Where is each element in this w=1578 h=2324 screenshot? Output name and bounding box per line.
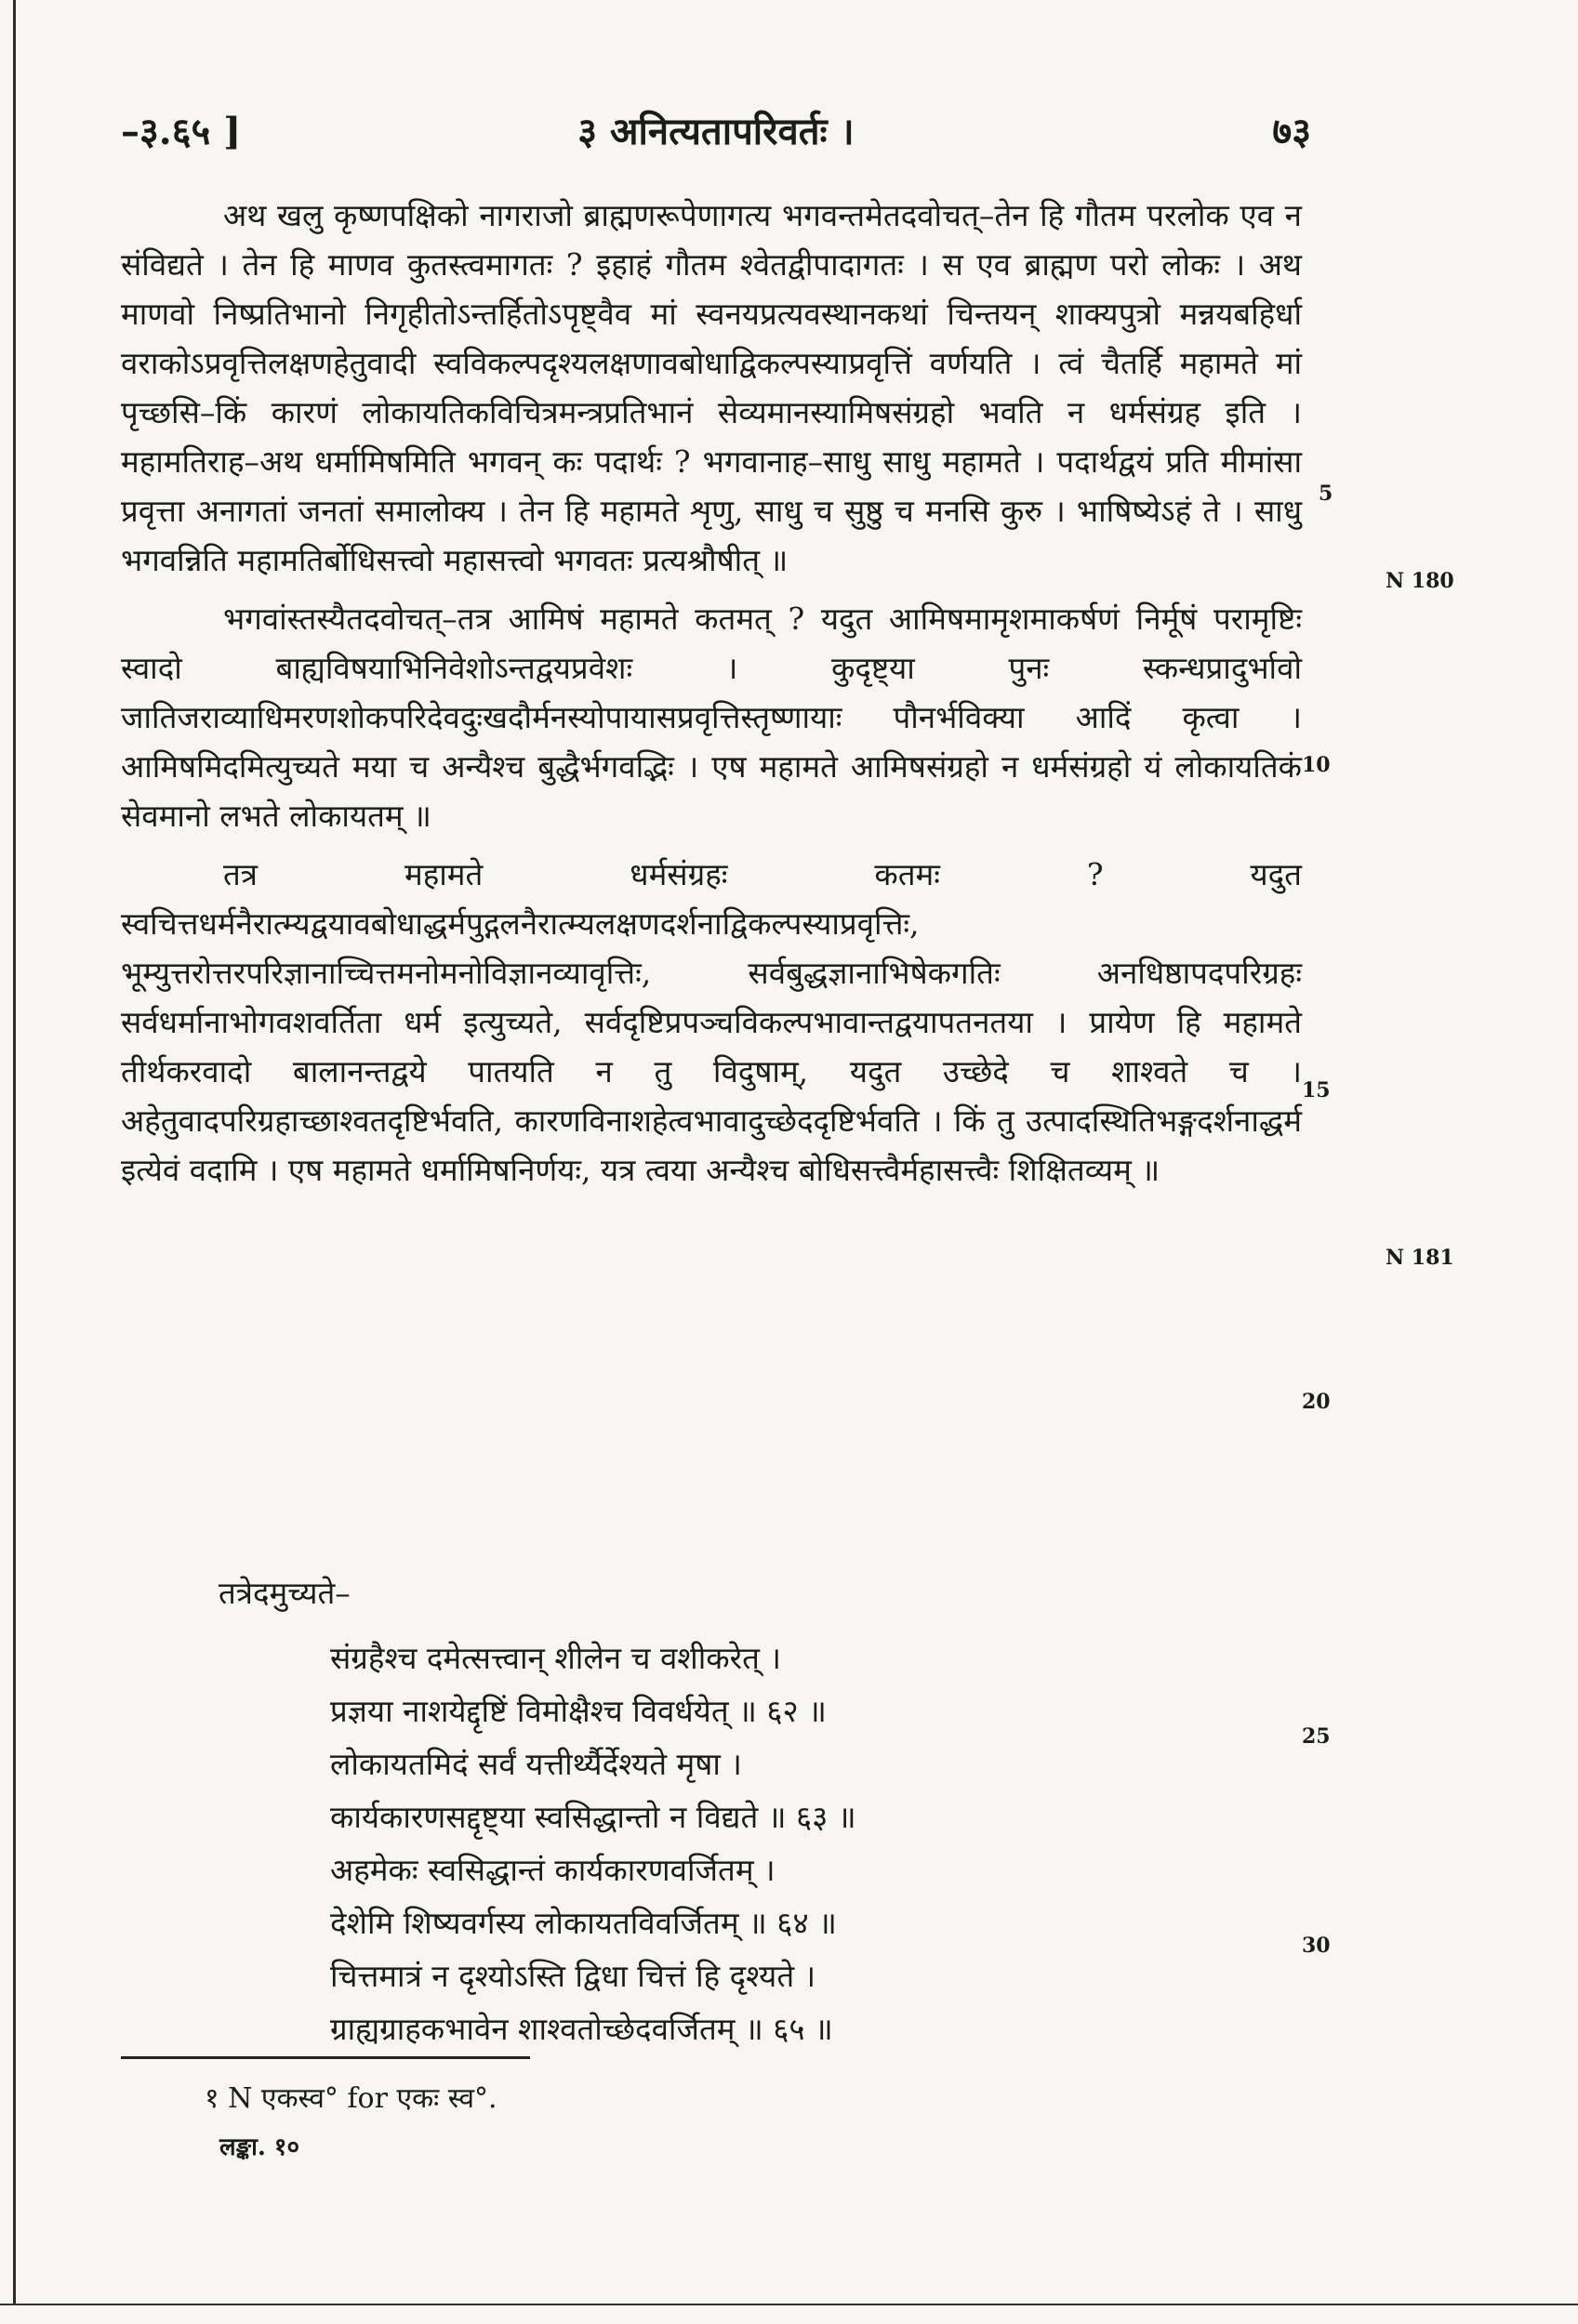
line-number: 20 [1302,1390,1331,1414]
page-number: ७३ [1272,110,1311,153]
line-number: 25 [1302,1724,1331,1749]
verse-line: कार्यकारणसद्दृष्ट्या स्वसिद्धान्तो न विद्यते ॥ ६३ ॥ [330,1799,856,1835]
margin-reference: N 181 [1386,1246,1454,1270]
header-chapter-title: ३ अनित्यतापरिवर्तः । [577,110,855,153]
signature-mark: लङ्का. १० [219,2133,299,2161]
footnote: १ N एकस्व° for एकः स्व°. [205,2082,497,2115]
verse-intro: तत्रेदमुच्यते– [219,1575,351,1611]
verse-line: अहमेकः स्वसिद्धान्तं कार्यकारणवर्जितम् । [330,1852,776,1888]
verse-line: ग्राह्यग्राहकभावेन शाश्वतोच्छेदवर्जितम् ॥ ६५ ॥ [330,2011,833,2047]
binding-rule [13,0,16,2305]
running-header [121,104,1311,160]
verse-line: देशेमि शिष्यवर्गस्य लोकायतविवर्जितम् ॥ ६४ ॥ [330,1905,837,1941]
paragraph: अथ खलु कृष्णपक्षिको नागराजो ब्राह्मणरूपेणागत्य भगवन्तमेतदवोचत्–तेन हि गौतम परलोक एव न संविद्यते । तेन हि माणव कुतस्त्वमागतः ? इहाहं गौतम श्वेतद्वीपादागतः । स एव ब्राह्मण परो लोकः । अथ माणवो निष्प्रतिभानो निगृहीतोऽन्तर्हितोऽपृष्ट्वैव मां स्वनयप्रत्यवस्थानकथां चिन्तयन् शाक्यपुत्रो मन्नयबहिर्धा वराकोऽप्रवृत्तिलक्षणहेतुवादी स्वविकल्पदृश्यलक्षणावबोधाद्विकल्पस्याप्रवृत्तिं वर्णयति । त्वं चैतर्हि महामते मां पृच्छसि–किं कारणं लोकायतिकविचित्रमन्त्रप्रतिभानं सेव्यमानस्यामिषसंग्रहो भवति न धर्मसंग्रह इति । महामतिराह–अथ धर्मामिषमिति भगवन् कः पदार्थः ? भगवानाह–साधु साधु महामते । पदार्थद्वयं प्रति मीमांसा प्रवृत्ता अनागतां जनतां समालोक्य । तेन हि महामते शृणु, साधु च सुष्ठु च मनसि कुरु । भाषिष्येऽहं ते । साधु भगवन्निति महामतिर्बोधिसत्त्वो महासत्त्वो भगवतः प्रत्यश्रौषीत् ॥ [121,197,1302,578]
verse-line: चित्तमात्रं न दृश्योऽस्ति द्विधा चित्तं हि दृश्यते । [330,1958,816,1994]
paragraph: तत्र महामते धर्मसंग्रहः कतमः ? यदुत स्वचित्तधर्मनैरात्म्यद्वयावबोधाद्धर्मपुद्गलनैरात्म्यलक्षणदर्शनाद्विकल्पस्याप्रवृत्तिः, भूम्युत्तरोत्तरपरिज्ञानाच्चित्तमनोमनोविज्ञानव्यावृत्तिः, सर्वबुद्धज्ञानाभिषेकगतिः अनधिष्ठापदपरिग्रहः सर्वधर्मानाभोगवशवर्तिता धर्म इत्युच्यते, सर्वदृष्टिप्रपञ्चविकल्पभावान्तद्वयापतनतया । प्रायेण हि महामते तीर्थकरवादो बालानन्तद्वये पातयति न तु विदुषाम्, यदुत उच्छेदे च शाश्वते च । अहेतुवादपरिग्रहाच्छाश्वतदृष्टिर्भवति, कारणविनाशहेत्वभावादुच्छेददृष्टिर्भवति । किं तु उत्पादस्थितिभङ्गदर्शनाद्धर्म इत्येवं वदामि । एष महामते धर्मामिषनिर्णयः, यत्र त्वया अन्यैश्च बोधिसत्त्वैर्महासत्त्वैः शिक्षितव्यम् ॥ [121,856,1302,1188]
header-section-ref: –३.६५ ] [121,110,242,153]
verse-line: प्रज्ञया नाशयेद्दृष्टिं विमोक्षैश्च विवर्धयेत् ॥ ६२ ॥ [330,1693,827,1729]
main-text [121,191,1302,1204]
line-number: 10 [1302,753,1331,777]
verse-block [330,1631,856,2055]
bottom-rule [0,2304,1578,2305]
line-number: 30 [1302,1934,1331,1958]
footnote-divider [121,2056,530,2059]
line-number: 5 [1319,482,1333,506]
paragraph: भगवांस्तस्यैतदवोचत्–तत्र आमिषं महामते कतमत् ? यदुत आमिषमामृशमाकर्षणं निर्मूषं परामृष्टिः स्वादो बाह्यविषयाभिनिवेशोऽन्तद्वयप्रवेशः । कुदृष्ट्या पुनः स्कन्धप्रादुर्भावो जातिजराव्याधिमरणशोकपरिदेवदुःखदौर्मनस्योपायासप्रवृत्तिस्तृष्णायाः पौनर्भविक्या आदिं कृत्वा । आमिषमिदमित्युच्यते मया च अन्यैश्च बुद्धैर्भगवद्भिः । एष महामते आमिषसंग्रहो न धर्मसंग्रहो यं लोकायतिकं सेवमानो लभते लोकायतम् ॥ [121,601,1302,834]
line-number: 15 [1302,1078,1331,1103]
verse-line: संग्रहैश्च दमेत्सत्त्वान् शीलेन च वशीकरेत् । [330,1640,781,1676]
verse-line: लोकायतमिदं सर्वं यत्तीर्थ्यैर्देश्यते मृषा । [330,1746,742,1782]
margin-reference: N 180 [1386,569,1454,593]
